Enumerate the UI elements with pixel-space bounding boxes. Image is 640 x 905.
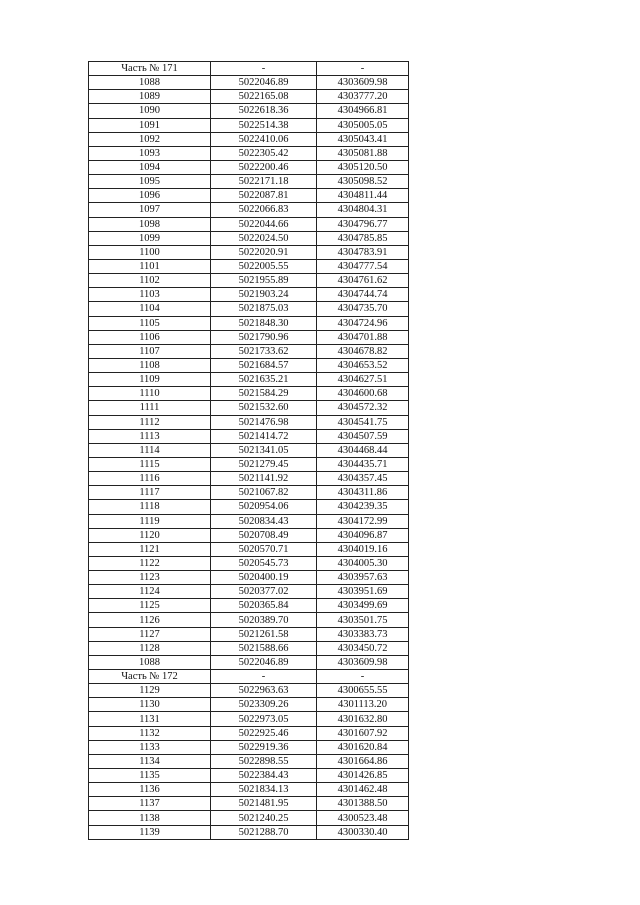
y-coordinate-cell: 4303777.20 — [317, 90, 409, 104]
table-row — [89, 146, 409, 160]
point-number-cell: 1117 — [89, 486, 211, 500]
y-coordinate-cell: 4301620.84 — [317, 740, 409, 754]
y-coordinate-cell: 4301113.20 — [317, 698, 409, 712]
x-coordinate-cell: 5021903.24 — [211, 288, 317, 302]
table-row — [89, 655, 409, 669]
point-number-cell: 1136 — [89, 783, 211, 797]
table-row — [89, 90, 409, 104]
point-number-cell: 1137 — [89, 797, 211, 811]
table-row — [89, 528, 409, 542]
y-coordinate-cell: 4303957.63 — [317, 571, 409, 585]
table-row — [89, 175, 409, 189]
x-coordinate-cell: 5022005.55 — [211, 259, 317, 273]
y-coordinate-cell: 4303450.72 — [317, 641, 409, 655]
point-number-cell: 1138 — [89, 811, 211, 825]
x-coordinate-cell: 5021141.92 — [211, 472, 317, 486]
point-number-cell: 1092 — [89, 132, 211, 146]
x-coordinate-cell: 5021532.60 — [211, 401, 317, 415]
table-row — [89, 373, 409, 387]
table-row — [89, 825, 409, 839]
y-coordinate-cell: 4304735.70 — [317, 302, 409, 316]
table-row — [89, 189, 409, 203]
y-coordinate-cell: 4303951.69 — [317, 585, 409, 599]
y-coordinate-cell: 4305081.88 — [317, 146, 409, 160]
point-number-cell: 1091 — [89, 118, 211, 132]
table-row — [89, 274, 409, 288]
x-coordinate-cell: 5020400.19 — [211, 571, 317, 585]
point-number-cell: 1135 — [89, 769, 211, 783]
point-number-cell: 1122 — [89, 556, 211, 570]
coordinates-table-body — [89, 62, 409, 840]
x-coordinate-cell: 5022514.38 — [211, 118, 317, 132]
x-coordinate-cell: 5022046.89 — [211, 76, 317, 90]
table-row — [89, 415, 409, 429]
x-coordinate-cell: 5021261.58 — [211, 627, 317, 641]
point-number-cell: 1101 — [89, 259, 211, 273]
y-coordinate-cell: 4304435.71 — [317, 457, 409, 471]
point-number-cell: 1109 — [89, 373, 211, 387]
y-coordinate-cell: 4305120.50 — [317, 160, 409, 174]
x-coordinate-cell: 5022963.63 — [211, 684, 317, 698]
point-number-cell: 1105 — [89, 316, 211, 330]
point-number-cell: 1125 — [89, 599, 211, 613]
point-number-cell: 1119 — [89, 514, 211, 528]
point-number-cell: 1102 — [89, 274, 211, 288]
table-row — [89, 118, 409, 132]
table-row — [89, 754, 409, 768]
y-coordinate-cell: 4304019.16 — [317, 542, 409, 556]
y-coordinate-cell: 4304239.35 — [317, 500, 409, 514]
x-coordinate-cell: 5022044.66 — [211, 217, 317, 231]
table-row — [89, 302, 409, 316]
x-coordinate-cell: 5022305.42 — [211, 146, 317, 160]
point-number-cell: 1098 — [89, 217, 211, 231]
x-coordinate-cell: 5021341.05 — [211, 443, 317, 457]
y-coordinate-cell: - — [317, 670, 409, 684]
table-row — [89, 160, 409, 174]
x-coordinate-cell: 5021790.96 — [211, 330, 317, 344]
x-coordinate-cell: 5021414.72 — [211, 429, 317, 443]
table-row — [89, 599, 409, 613]
point-number-cell: 1090 — [89, 104, 211, 118]
y-coordinate-cell: 4300655.55 — [317, 684, 409, 698]
y-coordinate-cell: 4305043.41 — [317, 132, 409, 146]
table-row — [89, 443, 409, 457]
x-coordinate-cell: 5022066.83 — [211, 203, 317, 217]
y-coordinate-cell: 4304796.77 — [317, 217, 409, 231]
point-number-cell: 1126 — [89, 613, 211, 627]
table-row — [89, 585, 409, 599]
x-coordinate-cell: 5021240.25 — [211, 811, 317, 825]
y-coordinate-cell: 4301462.48 — [317, 783, 409, 797]
x-coordinate-cell: 5021635.21 — [211, 373, 317, 387]
y-coordinate-cell: 4301632.80 — [317, 712, 409, 726]
table-row — [89, 330, 409, 344]
point-number-cell: 1133 — [89, 740, 211, 754]
table-row — [89, 571, 409, 585]
y-coordinate-cell: 4304172.99 — [317, 514, 409, 528]
table-row — [89, 797, 409, 811]
table-row — [89, 613, 409, 627]
y-coordinate-cell: 4304005.30 — [317, 556, 409, 570]
table-row — [89, 288, 409, 302]
x-coordinate-cell: 5022087.81 — [211, 189, 317, 203]
table-row — [89, 641, 409, 655]
x-coordinate-cell: 5022171.18 — [211, 175, 317, 189]
point-number-cell: 1130 — [89, 698, 211, 712]
table-row — [89, 726, 409, 740]
y-coordinate-cell: 4300330.40 — [317, 825, 409, 839]
y-coordinate-cell: 4305098.52 — [317, 175, 409, 189]
point-number-cell: 1139 — [89, 825, 211, 839]
table-row — [89, 358, 409, 372]
table-row — [89, 500, 409, 514]
table-row — [89, 472, 409, 486]
table-row — [89, 712, 409, 726]
x-coordinate-cell: 5021875.03 — [211, 302, 317, 316]
y-coordinate-cell: 4304804.31 — [317, 203, 409, 217]
point-number-cell: 1097 — [89, 203, 211, 217]
y-coordinate-cell: 4304653.52 — [317, 358, 409, 372]
point-number-cell: 1116 — [89, 472, 211, 486]
y-coordinate-cell: 4304785.85 — [317, 231, 409, 245]
point-number-cell: 1118 — [89, 500, 211, 514]
table-row — [89, 542, 409, 556]
table-row — [89, 457, 409, 471]
x-coordinate-cell: 5020365.84 — [211, 599, 317, 613]
y-coordinate-cell: 4304966.81 — [317, 104, 409, 118]
y-coordinate-cell: 4303609.98 — [317, 655, 409, 669]
y-coordinate-cell: 4304811.44 — [317, 189, 409, 203]
y-coordinate-cell: 4304724.96 — [317, 316, 409, 330]
x-coordinate-cell: 5022200.46 — [211, 160, 317, 174]
y-coordinate-cell: 4304311.86 — [317, 486, 409, 500]
coordinates-table — [88, 61, 409, 840]
point-number-cell: 1131 — [89, 712, 211, 726]
table-row — [89, 76, 409, 90]
x-coordinate-cell: 5023309.26 — [211, 698, 317, 712]
point-number-cell: 1114 — [89, 443, 211, 457]
point-number-cell: 1129 — [89, 684, 211, 698]
y-coordinate-cell: 4304627.51 — [317, 373, 409, 387]
x-coordinate-cell: - — [211, 670, 317, 684]
x-coordinate-cell: 5021684.57 — [211, 358, 317, 372]
y-coordinate-cell: 4301426.85 — [317, 769, 409, 783]
x-coordinate-cell: 5021067.82 — [211, 486, 317, 500]
table-row — [89, 217, 409, 231]
x-coordinate-cell: 5021476.98 — [211, 415, 317, 429]
x-coordinate-cell: 5022973.05 — [211, 712, 317, 726]
table-row — [89, 783, 409, 797]
point-number-cell: 1123 — [89, 571, 211, 585]
point-number-cell: 1112 — [89, 415, 211, 429]
point-number-cell: 1120 — [89, 528, 211, 542]
x-coordinate-cell: 5021955.89 — [211, 274, 317, 288]
y-coordinate-cell: 4304600.68 — [317, 387, 409, 401]
x-coordinate-cell: 5020377.02 — [211, 585, 317, 599]
point-number-cell: 1088 — [89, 76, 211, 90]
y-coordinate-cell: 4304096.87 — [317, 528, 409, 542]
y-coordinate-cell: 4304783.91 — [317, 245, 409, 259]
table-row — [89, 259, 409, 273]
table-row — [89, 769, 409, 783]
x-coordinate-cell: 5022925.46 — [211, 726, 317, 740]
table-row — [89, 104, 409, 118]
point-number-cell: 1128 — [89, 641, 211, 655]
x-coordinate-cell: 5020545.73 — [211, 556, 317, 570]
part-label-cell: Часть № 172 — [89, 670, 211, 684]
point-number-cell: 1094 — [89, 160, 211, 174]
x-coordinate-cell: 5021288.70 — [211, 825, 317, 839]
point-number-cell: 1088 — [89, 655, 211, 669]
y-coordinate-cell: 4300523.48 — [317, 811, 409, 825]
y-coordinate-cell: 4304357.45 — [317, 472, 409, 486]
y-coordinate-cell: 4304468.44 — [317, 443, 409, 457]
x-coordinate-cell: 5021588.66 — [211, 641, 317, 655]
point-number-cell: 1134 — [89, 754, 211, 768]
point-number-cell: 1121 — [89, 542, 211, 556]
point-number-cell: 1103 — [89, 288, 211, 302]
point-number-cell: 1107 — [89, 344, 211, 358]
x-coordinate-cell: 5020570.71 — [211, 542, 317, 556]
point-number-cell: 1100 — [89, 245, 211, 259]
y-coordinate-cell: 4304777.54 — [317, 259, 409, 273]
x-coordinate-cell: 5022410.06 — [211, 132, 317, 146]
x-coordinate-cell: 5021481.95 — [211, 797, 317, 811]
x-coordinate-cell: 5022046.89 — [211, 655, 317, 669]
point-number-cell: 1113 — [89, 429, 211, 443]
x-coordinate-cell: 5020834.43 — [211, 514, 317, 528]
x-coordinate-cell: 5022165.08 — [211, 90, 317, 104]
table-row — [89, 344, 409, 358]
part-header-row — [89, 670, 409, 684]
table-row — [89, 740, 409, 754]
x-coordinate-cell: 5021279.45 — [211, 457, 317, 471]
point-number-cell: 1111 — [89, 401, 211, 415]
y-coordinate-cell: 4301664.86 — [317, 754, 409, 768]
table-row — [89, 684, 409, 698]
x-coordinate-cell: 5020389.70 — [211, 613, 317, 627]
table-row — [89, 245, 409, 259]
point-number-cell: 1093 — [89, 146, 211, 160]
x-coordinate-cell: 5022024.50 — [211, 231, 317, 245]
table-row — [89, 387, 409, 401]
point-number-cell: 1104 — [89, 302, 211, 316]
x-coordinate-cell: 5022384.43 — [211, 769, 317, 783]
point-number-cell: 1110 — [89, 387, 211, 401]
table-row — [89, 486, 409, 500]
y-coordinate-cell: 4304761.62 — [317, 274, 409, 288]
y-coordinate-cell: 4301388.50 — [317, 797, 409, 811]
table-row — [89, 514, 409, 528]
y-coordinate-cell: 4304572.32 — [317, 401, 409, 415]
y-coordinate-cell: 4303501.75 — [317, 613, 409, 627]
x-coordinate-cell: - — [211, 62, 317, 76]
x-coordinate-cell: 5021834.13 — [211, 783, 317, 797]
table-row — [89, 429, 409, 443]
part-header-row — [89, 62, 409, 76]
point-number-cell: 1096 — [89, 189, 211, 203]
y-coordinate-cell: 4304541.75 — [317, 415, 409, 429]
y-coordinate-cell: 4304678.82 — [317, 344, 409, 358]
y-coordinate-cell: 4303499.69 — [317, 599, 409, 613]
y-coordinate-cell: 4304507.59 — [317, 429, 409, 443]
point-number-cell: 1095 — [89, 175, 211, 189]
table-row — [89, 203, 409, 217]
x-coordinate-cell: 5022919.36 — [211, 740, 317, 754]
point-number-cell: 1132 — [89, 726, 211, 740]
table-row — [89, 401, 409, 415]
y-coordinate-cell: 4301607.92 — [317, 726, 409, 740]
table-row — [89, 231, 409, 245]
x-coordinate-cell: 5020708.49 — [211, 528, 317, 542]
table-row — [89, 627, 409, 641]
y-coordinate-cell: 4303383.73 — [317, 627, 409, 641]
y-coordinate-cell: 4304744.74 — [317, 288, 409, 302]
point-number-cell: 1124 — [89, 585, 211, 599]
table-row — [89, 556, 409, 570]
point-number-cell: 1106 — [89, 330, 211, 344]
point-number-cell: 1108 — [89, 358, 211, 372]
y-coordinate-cell: 4304701.88 — [317, 330, 409, 344]
table-row — [89, 132, 409, 146]
x-coordinate-cell: 5022898.55 — [211, 754, 317, 768]
y-coordinate-cell: 4303609.98 — [317, 76, 409, 90]
table-row — [89, 698, 409, 712]
point-number-cell: 1127 — [89, 627, 211, 641]
table-row — [89, 316, 409, 330]
x-coordinate-cell: 5021733.62 — [211, 344, 317, 358]
part-label-cell: Часть № 171 — [89, 62, 211, 76]
point-number-cell: 1115 — [89, 457, 211, 471]
table-row — [89, 811, 409, 825]
x-coordinate-cell: 5022020.91 — [211, 245, 317, 259]
x-coordinate-cell: 5022618.36 — [211, 104, 317, 118]
y-coordinate-cell: 4305005.05 — [317, 118, 409, 132]
point-number-cell: 1099 — [89, 231, 211, 245]
point-number-cell: 1089 — [89, 90, 211, 104]
x-coordinate-cell: 5021584.29 — [211, 387, 317, 401]
x-coordinate-cell: 5020954.06 — [211, 500, 317, 514]
y-coordinate-cell: - — [317, 62, 409, 76]
x-coordinate-cell: 5021848.30 — [211, 316, 317, 330]
